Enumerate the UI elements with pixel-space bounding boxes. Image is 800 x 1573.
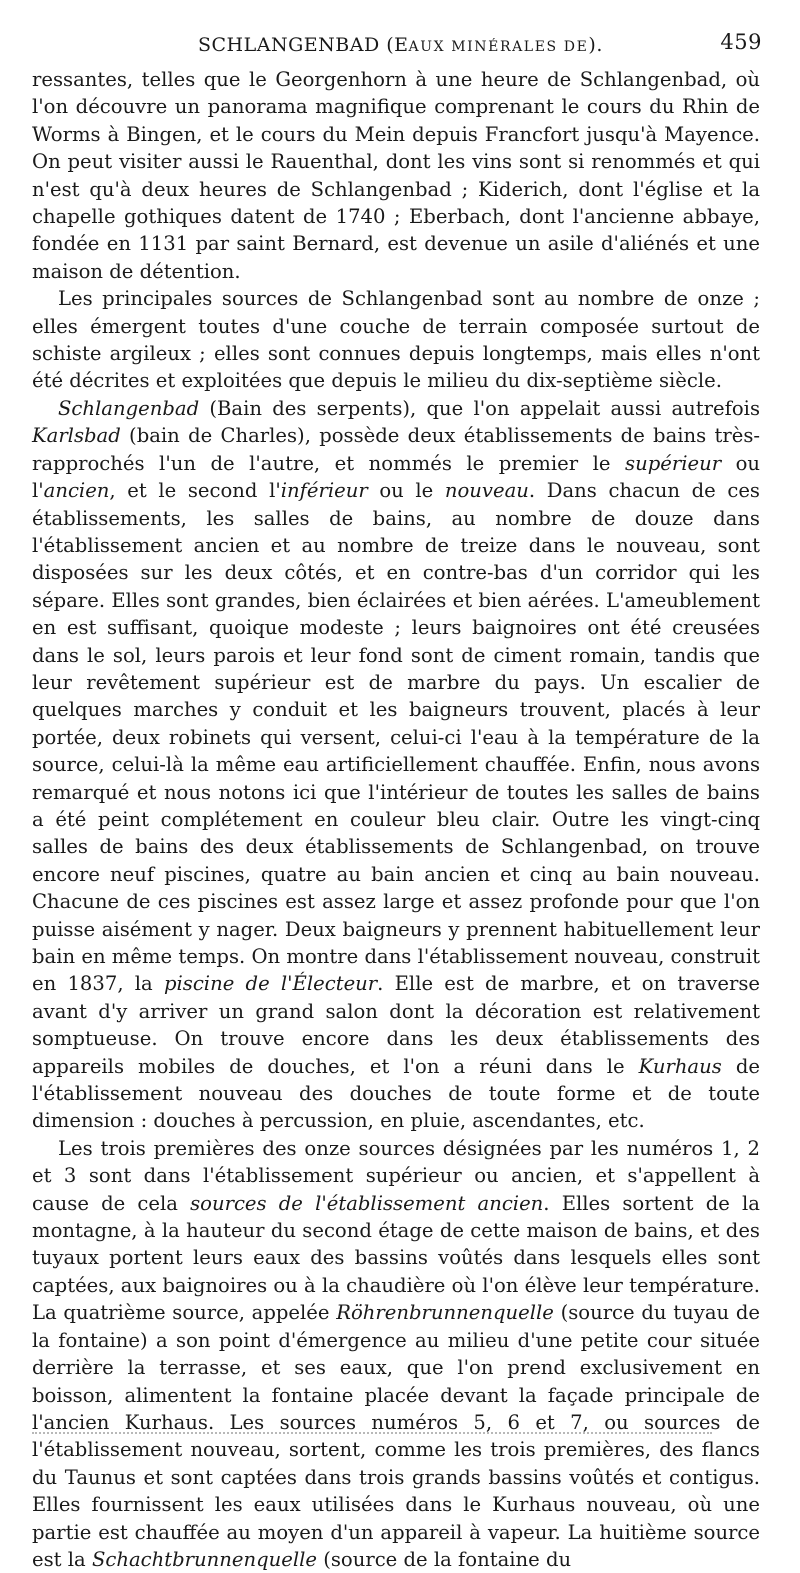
running-header (32, 30, 762, 60)
italic-text: supérieur (625, 451, 722, 475)
italic-text: ancien (43, 479, 110, 503)
italic-text: Kurhaus (638, 1054, 722, 1078)
italic-text: Karlsbad (32, 424, 121, 448)
italic-text: sources de l'établissement ancien (190, 1191, 544, 1215)
text-run: (Bain des serpents), que l'on appelait aussi autrefois (199, 396, 760, 420)
text-run: . Elle est de marbre, et on traverse avant d'y arriver un grand salon dont la décoration est relativement somptueuse. On trouve encore dans les deux établissements des appareils mobiles de douches, et l'on a réuni dans le (32, 972, 760, 1078)
body-text (32, 66, 760, 1573)
running-title (198, 34, 603, 56)
italic-text: Röhrenbrunnenquelle (336, 1301, 554, 1325)
text-run: (bain de Charles), possède deux établissements de bains très-rapprochés l'un de l'autre, et nommés le premier le (32, 424, 760, 475)
italic-text: inférieur (280, 479, 368, 503)
text-run: Les principales sources de Schlangenbad sont au nombre de onze ; elles émergent toutes d'une couche de terrain composée surtout de schiste argileux ; elles sont connues depuis longtemps, mais elles n'ont été décrites et exploitées que depuis le milieu du dix-septième siècle. (32, 287, 760, 393)
text-run: . Elles sortent de la montagne, à la hauteur du second étage de cette maison de bains, et des tuyaux portent leurs eaux des bassins voûtés dans lesquels elles sont captées, aux baignoires ou à la chaudière où l'on élève leur température. La quatrième source, appelée (32, 1191, 760, 1325)
text-run: ou l' (32, 451, 761, 503)
running-title-smallcaps: AUX MINÉRALES DE (408, 39, 589, 55)
running-title-main: SCHLANGENBAD (E (198, 34, 409, 56)
italic-text: piscine de l'Électeur (163, 972, 378, 996)
text-run: ressantes, telles que le Georgenhorn à une heure de Schlangenbad, où l'on découvre un panorama magnifique comprenant le cours du Rhin de Worms à Bingen, et le cours du Mein depuis Francfort jusqu'à Mayence. On peut visiter aussi le Rauenthal, dont les vins sont si renommés et qui n'est qu'à deux heures de Schlangenbad ; Kiderich, dont l'église et la chapelle gothiques datent de 1740 ; Eberbach, dont l'ancienne abbaye, fondée en 1131 par saint Bernard, est devenue un asile d'aliénés et une maison de détention. (32, 68, 760, 283)
text-run: Les trois premières des onze sources désignées par les numéros 1, 2 et 3 sont dans l'établissement supérieur ou ancien, et s'appellent à cause de cela (32, 1136, 760, 1215)
paragraph (32, 1135, 760, 1573)
italic-text: Schachtbrunnenquelle (91, 1547, 317, 1571)
text-run: ou le (367, 479, 445, 503)
text-run: (source du tuyau de la fontaine) a son point d'émergence au milieu d'une petite cour située derrière la terrasse, et ses eaux, que l'on prend exclusivement en boisson, alimentent la fontaine placée devant la façade principale de l'ancien Kurhaus. Les sources numéros 5, 6 et 7, ou sources de l'établissement nouveau, sortent, comme les trois premières, des flancs du Taunus et sont captées dans trois grands bassins voûtés et contigus. Elles fournissent les eaux utilisées dans le Kurhaus nouveau, où une partie est chauffée au moyen d'un appareil à vapeur. La huitième source est la (32, 1301, 760, 1571)
running-title-end: ). (588, 34, 603, 56)
text-run: , et le second l' (109, 479, 281, 503)
page-number: 459 (720, 30, 762, 54)
italic-text: Schlangenbad (58, 396, 200, 420)
text-run: (source de la fontaine du (316, 1547, 572, 1571)
paragraph (32, 395, 760, 1135)
italic-text: nouveau (444, 479, 529, 503)
text-run: de l'établissement nouveau des douches de toute forme et de toute dimension : douches à percussion, en pluie, ascendantes, etc. (32, 1054, 760, 1133)
paragraph (32, 285, 760, 395)
footer-rule (32, 1432, 712, 1434)
text-run: . Dans chacun de ces établissements, les salles de bains, au nombre de douze dans l'établissement ancien et au nombre de treize dans le nouveau, sont disposées sur les deux côtés, et en contre-bas d'un corridor qui les sépare. Elles sont grandes, bien éclairées et bien aérées. L'ameublement en est suffisant, quoique modeste ; leurs baignoires ont été creusées dans le sol, leurs parois et leur fond sont de ciment romain, tandis que leur revêtement supérieur est de marbre du pays. Un escalier de quelques marches y conduit et les baigneurs trouvent, placés à leur portée, deux robinets qui versent, celui-ci l'eau à la température de la source, celui-là la même eau artificiellement chauffée. Enfin, nous avons remarqué et nous notons ici que l'intérieur de toutes les salles de bains a été peint complétement en couleur bleu clair. Outre les vingt-cinq salles de bains des deux établissements de Schlangenbad, on trouve encore neuf piscines, quatre au bain ancien et cinq au bain nouveau. Chacune de ces piscines est assez large et assez profonde pour que l'on puisse aisément y nager. Deux baigneurs y prennent habituellement leur bain en même temps. On montre dans l'établissement nouveau, construit en 1837, la (32, 479, 760, 996)
paragraph (32, 66, 760, 285)
